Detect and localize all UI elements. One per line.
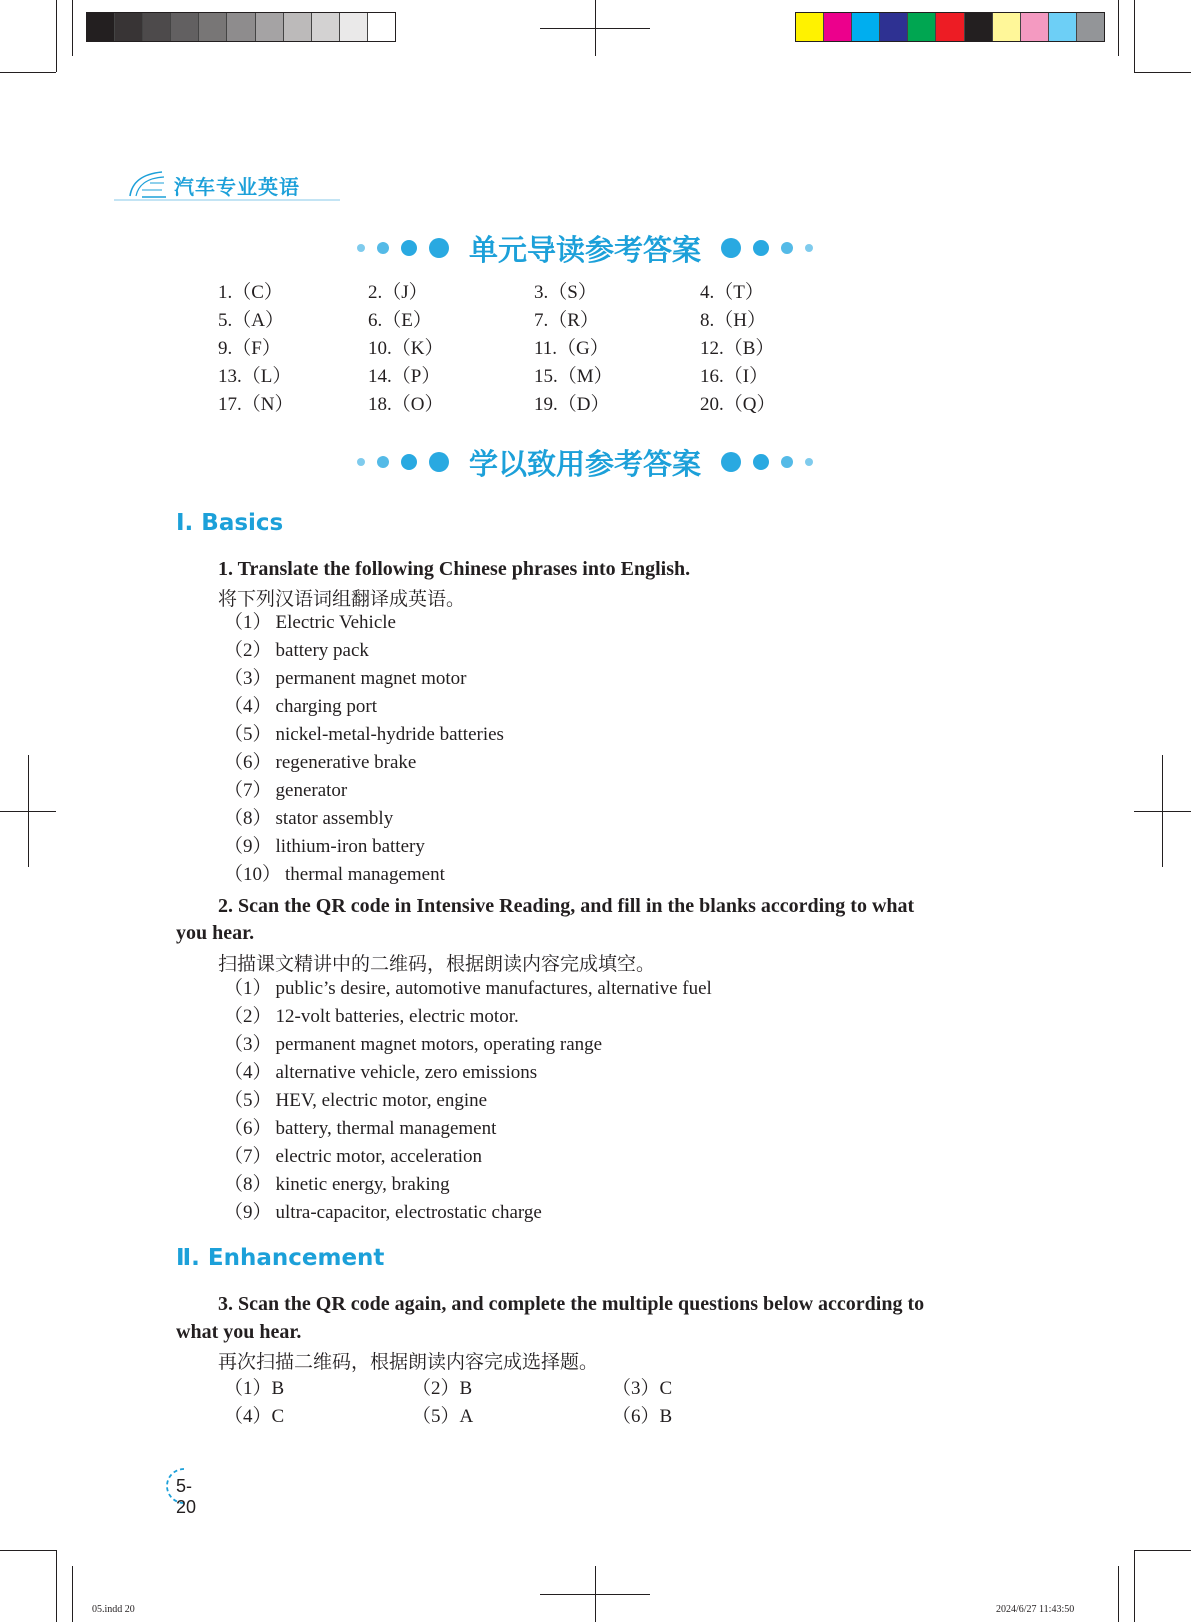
color-swatch — [368, 13, 395, 41]
crop-mark — [1118, 0, 1119, 56]
item-number: （5） — [224, 724, 272, 745]
answer-cell: 11.（G） — [534, 338, 609, 359]
list-item — [224, 609, 396, 637]
item-text: charging port — [275, 696, 378, 717]
crop-mark — [0, 72, 56, 73]
mc-answer: （2）B — [412, 1378, 473, 1399]
color-swatch — [965, 13, 993, 41]
item-number: （9） — [224, 1202, 272, 1223]
question-3-title-line1: 3. Scan the QR code again, and complete the multiple questions below according to — [218, 1293, 925, 1315]
crop-mark — [72, 1566, 73, 1622]
color-swatch — [171, 13, 199, 41]
item-number: （4） — [224, 696, 272, 717]
section-banner-practice-answers — [350, 442, 820, 482]
item-number: （2） — [224, 640, 272, 661]
answer-row — [218, 333, 818, 361]
answer-cell: 16.（I） — [700, 366, 769, 387]
color-swatch — [340, 13, 368, 41]
crop-mark — [540, 28, 650, 29]
mc-answer: （5）A — [412, 1406, 474, 1427]
banner-title: 单元导读参考答案 — [468, 232, 701, 267]
crop-mark — [1134, 72, 1191, 73]
list-item — [224, 1031, 602, 1059]
answer-cell: 17.（N） — [218, 394, 294, 415]
item-text: HEV, electric motor, engine — [275, 1090, 488, 1111]
crop-mark — [56, 1550, 57, 1622]
list-item — [224, 721, 504, 749]
list-item — [224, 1003, 519, 1031]
answer-cell: 18.（O） — [368, 394, 444, 415]
answer-row — [218, 277, 818, 305]
mc-answer: （1）B — [224, 1378, 285, 1399]
answer-cell: 14.（P） — [368, 366, 441, 387]
running-head — [112, 166, 340, 202]
list-item — [224, 1171, 450, 1199]
answer-cell: 6.（E） — [368, 310, 432, 331]
answer-cell: 19.（D） — [534, 394, 610, 415]
decorative-dots-right — [715, 452, 819, 472]
item-number: （7） — [224, 780, 272, 801]
color-swatch — [880, 13, 908, 41]
answer-row — [218, 305, 818, 333]
item-number: （6） — [224, 1118, 272, 1139]
color-swatch — [1077, 13, 1104, 41]
crop-mark — [0, 1550, 56, 1551]
item-number: （3） — [224, 668, 272, 689]
item-text: regenerative brake — [275, 752, 417, 773]
crop-mark — [1134, 1550, 1135, 1622]
answer-cell: 5.（A） — [218, 310, 284, 331]
list-item — [224, 693, 377, 721]
item-number: （8） — [224, 808, 272, 829]
mc-answer: （6）B — [612, 1406, 673, 1427]
unit-answer-grid — [218, 277, 818, 417]
section-heading-enhancement: Ⅱ. Enhancement — [176, 1245, 385, 1271]
color-swatch — [908, 13, 936, 41]
question-1-instruction: 将下列汉语词组翻译成英语。 — [218, 588, 466, 610]
mc-answer: （4）C — [224, 1406, 285, 1427]
color-swatch — [824, 13, 852, 41]
item-text: 12-volt batteries, electric motor. — [275, 1006, 519, 1027]
page-number-text: 5-20 — [176, 1476, 197, 1517]
page-number — [162, 1470, 206, 1517]
answer-row — [218, 389, 818, 417]
question-3-title-line2: what you hear. — [176, 1321, 302, 1343]
color-swatch — [852, 13, 880, 41]
item-text: battery pack — [275, 640, 369, 661]
item-number: （9） — [224, 836, 272, 857]
grayscale-color-bar — [86, 12, 396, 42]
item-number: （8） — [224, 1174, 272, 1195]
item-text: alternative vehicle, zero emissions — [275, 1062, 538, 1083]
crop-mark — [72, 0, 73, 56]
item-number: （7） — [224, 1146, 272, 1167]
answer-row — [218, 361, 818, 389]
running-head-title: 汽车专业英语 — [174, 175, 300, 199]
item-text: electric motor, acceleration — [275, 1146, 483, 1167]
crop-mark — [1118, 1566, 1119, 1622]
list-item — [224, 833, 425, 861]
decorative-dots-right — [715, 238, 819, 258]
color-swatch — [936, 13, 964, 41]
list-item — [224, 1143, 482, 1171]
item-number: （3） — [224, 1034, 272, 1055]
answer-cell: 3.（S） — [534, 282, 597, 303]
color-swatch — [312, 13, 340, 41]
crop-mark — [540, 1594, 650, 1595]
color-swatch — [1049, 13, 1077, 41]
answer-cell: 1.（C） — [218, 282, 283, 303]
answer-cell: 13.（L） — [218, 366, 292, 387]
slug-timestamp: 2024/6/27 11:43:50 — [996, 1604, 1075, 1615]
registration-mark — [1134, 811, 1191, 812]
answer-cell: 20.（Q） — [700, 394, 776, 415]
answer-cell: 7.（R） — [534, 310, 599, 331]
answer-cell: 4.（T） — [700, 282, 764, 303]
banner-title: 学以致用参考答案 — [468, 446, 701, 481]
item-text: Electric Vehicle — [275, 612, 396, 633]
answer-cell: 2.（J） — [368, 282, 428, 303]
list-item — [224, 665, 467, 693]
item-text: stator assembly — [275, 808, 394, 829]
item-text: generator — [275, 780, 348, 801]
decorative-dots-left — [351, 452, 455, 472]
list-item — [224, 637, 369, 665]
cmyk-color-bar — [795, 12, 1105, 42]
section-heading-basics: Ⅰ. Basics — [176, 510, 284, 536]
question-1-title: 1. Translate the following Chinese phrases into English. — [218, 558, 691, 580]
item-number: （5） — [224, 1090, 272, 1111]
list-item — [224, 749, 416, 777]
item-text: thermal management — [285, 864, 445, 885]
item-text: kinetic energy, braking — [275, 1174, 450, 1195]
list-item — [224, 777, 347, 805]
item-number: （1） — [224, 612, 272, 633]
item-number: （1） — [224, 978, 272, 999]
answer-cell: 9.（F） — [218, 338, 281, 359]
slug-filename: 05.indd 20 — [92, 1604, 135, 1615]
item-text: lithium-iron battery — [275, 836, 425, 857]
question-2-instruction: 扫描课文精讲中的二维码，根据朗读内容完成填空。 — [218, 953, 656, 975]
decorative-dots-left — [351, 238, 455, 258]
color-swatch — [87, 13, 115, 41]
item-text: public’s desire, automotive manufactures, alternative fuel — [275, 978, 712, 999]
question-3-instruction: 再次扫描二维码，根据朗读内容完成选择题。 — [218, 1351, 599, 1373]
color-swatch — [199, 13, 227, 41]
color-swatch — [115, 13, 143, 41]
answer-cell: 12.（B） — [700, 338, 775, 359]
color-swatch — [284, 13, 312, 41]
item-text: permanent magnet motor — [275, 668, 467, 689]
crop-mark — [1134, 0, 1135, 72]
item-text: battery, thermal management — [275, 1118, 497, 1139]
color-swatch — [256, 13, 284, 41]
item-number: （4） — [224, 1062, 272, 1083]
item-number: （10） — [224, 864, 282, 885]
list-item — [224, 861, 445, 889]
answer-cell: 15.（M） — [534, 366, 613, 387]
color-swatch — [993, 13, 1021, 41]
item-number: （6） — [224, 752, 272, 773]
item-text: ultra-capacitor, electrostatic charge — [275, 1202, 542, 1223]
crop-mark — [56, 0, 57, 72]
crop-mark — [1134, 1550, 1191, 1551]
question-2-title-line2: you hear. — [176, 922, 255, 944]
item-text: nickel-metal-hydride batteries — [275, 724, 504, 745]
registration-mark — [0, 811, 56, 812]
color-swatch — [1021, 13, 1049, 41]
list-item — [224, 1115, 496, 1143]
color-swatch — [796, 13, 824, 41]
item-text: permanent magnet motors, operating range — [275, 1034, 603, 1055]
section-banner-unit-answers — [350, 228, 820, 268]
question-2-title-line1: 2. Scan the QR code in Intensive Reading, and fill in the blanks according to what — [218, 895, 915, 917]
item-number: （2） — [224, 1006, 272, 1027]
list-item — [224, 1059, 537, 1087]
color-swatch — [227, 13, 255, 41]
answer-cell: 8.（H） — [700, 310, 766, 331]
list-item — [224, 1199, 542, 1227]
answer-cell: 10.（K） — [368, 338, 444, 359]
color-swatch — [143, 13, 171, 41]
list-item — [224, 805, 393, 833]
list-item — [224, 1087, 487, 1115]
mc-answer: （3）C — [612, 1378, 673, 1399]
list-item — [224, 975, 712, 1003]
